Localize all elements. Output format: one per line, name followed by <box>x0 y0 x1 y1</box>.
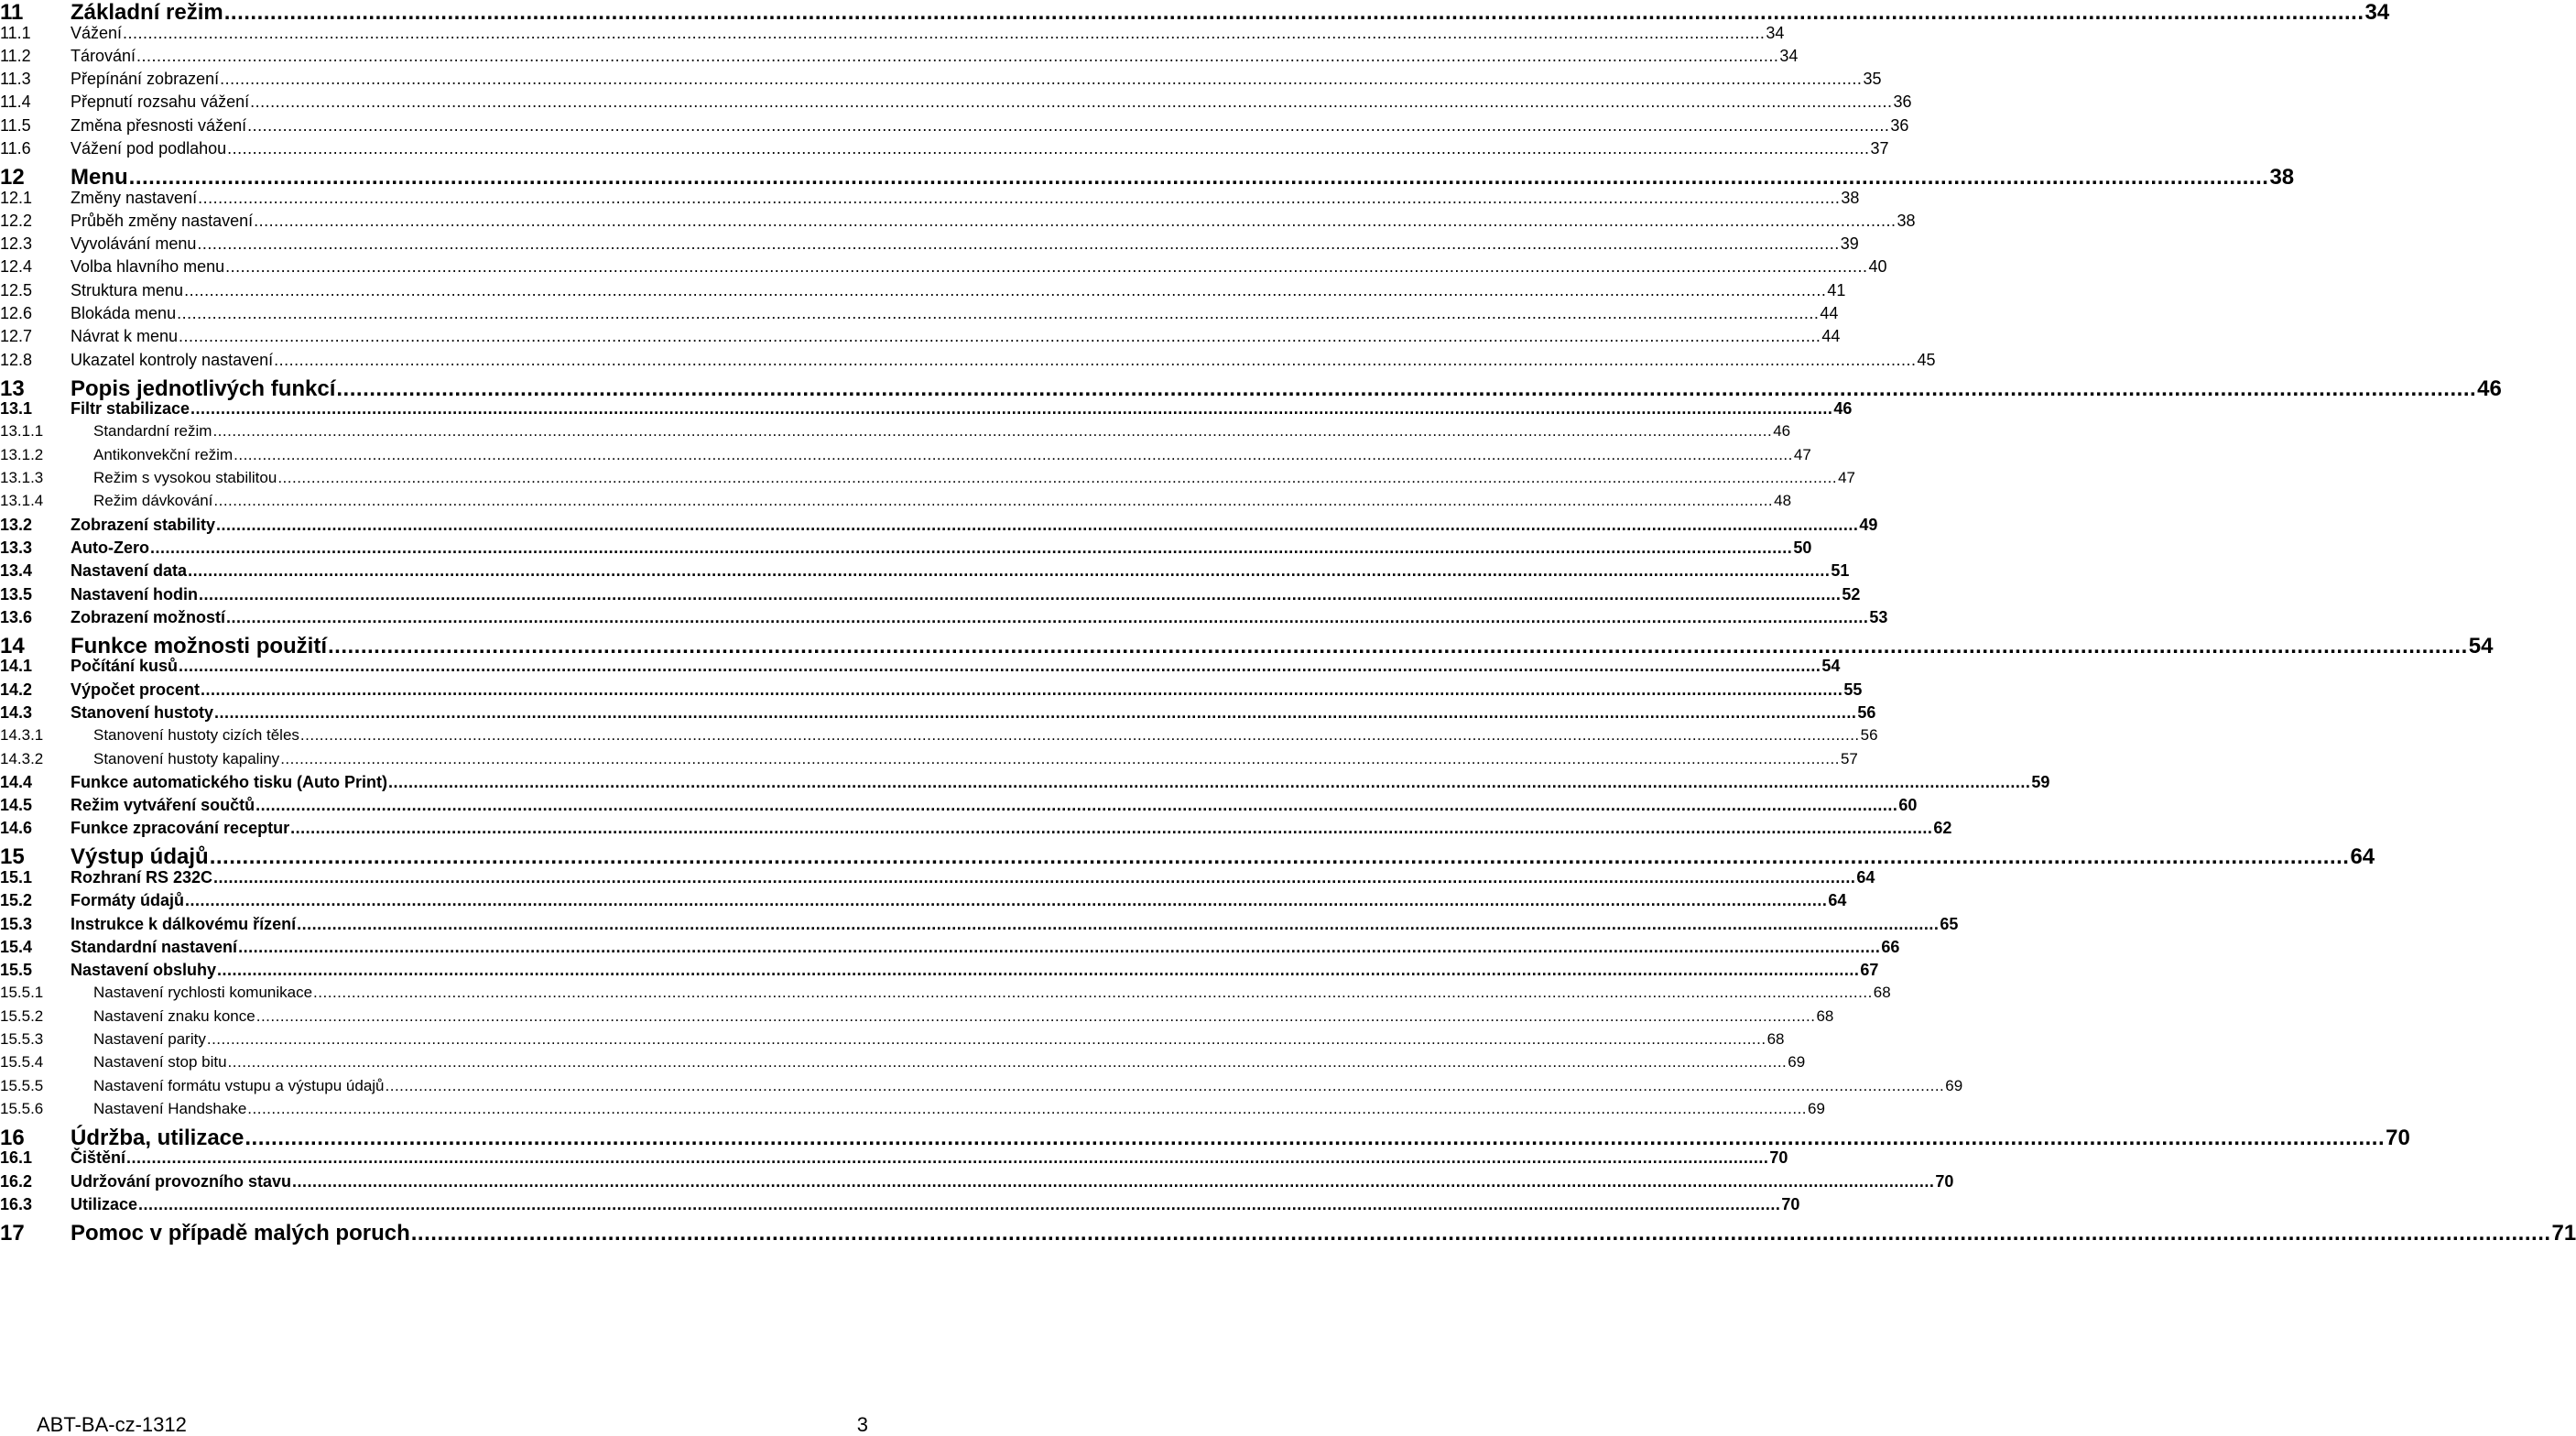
toc-entry-page: 47 <box>1838 469 1855 486</box>
toc-entry-number: 12.3 <box>0 234 33 254</box>
toc-entry[interactable] <box>0 749 1858 767</box>
toc-dot-leader <box>150 539 1792 556</box>
toc-entry-number: 14.5 <box>0 796 33 815</box>
toc-entry-number: 16.1 <box>0 1148 33 1168</box>
toc-dot-leader <box>238 939 1880 955</box>
toc-dot-leader <box>277 470 1837 485</box>
toc-entry-title: Nastavení znaku konce <box>93 1006 255 1025</box>
toc-entry-number: 13.1.1 <box>0 422 44 441</box>
toc-entry-page: 44 <box>1820 304 1839 322</box>
toc-entry-page: 34 <box>1779 46 1799 65</box>
toc-entry-page: 56 <box>1857 702 1876 722</box>
toc-entry-page: 69 <box>1788 1053 1806 1072</box>
toc-entry[interactable] <box>0 0 2390 25</box>
toc-entry-title: Vyvolávání menu <box>71 234 197 254</box>
toc-dot-leader <box>217 962 1859 978</box>
toc-dot-leader <box>220 71 1862 87</box>
toc-entry-number: 14.2 <box>0 680 33 699</box>
toc-entry-page: 34 <box>1766 23 1785 42</box>
toc-entry[interactable] <box>0 867 1875 887</box>
toc-entry-page: 57 <box>1840 749 1858 767</box>
toc-entry[interactable] <box>0 657 1841 676</box>
toc-entry-title: Výstup údajů <box>71 844 209 870</box>
toc-entry-number: 13.2 <box>0 515 33 534</box>
toc-entry-number: 11.1 <box>0 23 31 42</box>
toc-entry-number: 14.3.1 <box>0 726 44 745</box>
toc-entry-title: Nastavení hodin <box>71 584 199 604</box>
toc-entry[interactable] <box>0 819 1952 838</box>
toc-dot-leader <box>234 447 1793 462</box>
toc-entry[interactable] <box>0 961 1879 980</box>
toc-entry-title: Nastavení parity <box>93 1030 206 1048</box>
toc-entry[interactable] <box>0 1195 1800 1213</box>
toc-entry-title: Základní režim <box>71 0 223 25</box>
toc-entry-title: Počítání kusů <box>71 657 179 676</box>
footer-document-id: ABT-BA-cz-1312 <box>37 1413 187 1436</box>
toc-entry[interactable] <box>0 469 1855 486</box>
toc-entry-page: 35 <box>1863 70 1882 89</box>
toc-entry-number: 11.3 <box>0 70 31 89</box>
toc-entry-number: 15 <box>0 844 25 870</box>
toc-dot-leader <box>188 562 1830 579</box>
toc-entry-page: 41 <box>1827 280 1846 299</box>
toc-entry-title: Průběh změny nastavení <box>71 211 254 230</box>
toc-dot-leader <box>290 820 1932 836</box>
toc-dot-leader <box>207 1031 1766 1047</box>
toc-entry[interactable] <box>0 680 1863 699</box>
toc-dot-leader <box>212 423 1772 439</box>
toc-entry[interactable] <box>0 304 1839 322</box>
toc-entry-title: Změna přesnosti vážení <box>71 115 247 135</box>
toc-entry-title: Stanovení hustoty cizích těles <box>93 726 299 745</box>
toc-entry[interactable] <box>0 772 2050 791</box>
toc-entry-title: Návrat k menu <box>71 327 179 346</box>
toc-entry-number: 11 <box>0 0 24 25</box>
toc-entry-number: 13.4 <box>0 561 33 581</box>
toc-entry-title: Režim s vysokou stabilitou <box>93 469 277 486</box>
toc-entry[interactable] <box>0 92 1912 112</box>
toc-entry-page: 46 <box>2477 375 2502 401</box>
toc-entry-number: 15.2 <box>0 891 33 910</box>
toc-entry-title: Zobrazení možností <box>71 607 226 626</box>
toc-entry-page: 48 <box>1774 492 1792 510</box>
toc-dot-leader <box>250 93 1892 110</box>
toc-entry[interactable] <box>0 399 1853 419</box>
toc-entry[interactable] <box>0 891 1847 910</box>
toc-entry-title: Nastavení rychlosti komunikace <box>93 984 313 1002</box>
toc-entry[interactable] <box>0 1006 1834 1025</box>
toc-entry-page: 39 <box>1840 234 1859 254</box>
toc-entry[interactable] <box>0 492 1792 510</box>
toc-entry-number: 12.4 <box>0 257 33 277</box>
toc-entry-page: 47 <box>1793 445 1811 463</box>
toc-entry-title: Rozhraní RS 232C <box>71 867 213 887</box>
toc-entry-page: 70 <box>1769 1148 1788 1168</box>
toc-entry[interactable] <box>0 139 1889 158</box>
toc-dot-leader <box>245 1127 2385 1149</box>
toc-entry-title: Změny nastavení <box>71 188 198 207</box>
toc-entry[interactable] <box>0 1099 1825 1117</box>
toc-entry-title: Standardní režim <box>93 422 212 441</box>
toc-dot-leader <box>123 25 1765 41</box>
toc-dot-leader <box>184 282 1826 299</box>
toc-entry-number: 14.4 <box>0 772 33 791</box>
toc-entry-title: Funkce automatického tisku (Auto Print) <box>71 772 388 791</box>
toc-dot-leader <box>255 797 1897 813</box>
toc-entry-page: 46 <box>1833 399 1853 419</box>
toc-entry-page: 66 <box>1881 937 1900 956</box>
toc-entry-title: Čištění <box>71 1148 126 1168</box>
toc-entry-number: 15.5.4 <box>0 1053 44 1072</box>
toc-entry-page: 69 <box>1808 1099 1825 1117</box>
toc-entry-title: Přepínání zobrazení <box>71 70 220 89</box>
toc-entry-page: 69 <box>1945 1076 1963 1094</box>
toc-entry[interactable] <box>0 726 1878 745</box>
toc-dot-leader <box>228 1054 1788 1070</box>
toc-entry-number: 16.2 <box>0 1171 33 1191</box>
toc-entry[interactable] <box>0 280 1846 299</box>
toc-entry-number: 13 <box>0 375 25 401</box>
toc-entry-title: Režim dávkování <box>93 492 213 510</box>
toc-entry-number: 16 <box>0 1125 25 1150</box>
toc-entry-title: Ukazatel kontroly nastavení <box>71 350 274 369</box>
toc-entry[interactable] <box>0 561 1850 581</box>
toc-entry-page: 70 <box>1935 1171 1954 1191</box>
toc-entry-title: Vážení pod podlahou <box>71 139 227 158</box>
toc-entry-page: 53 <box>1869 607 1888 626</box>
toc-entry-page: 45 <box>1917 350 1936 369</box>
toc-entry-page: 38 <box>1841 188 1860 207</box>
toc-entry-number: 14.3.2 <box>0 749 44 767</box>
toc-entry-number: 13.1.4 <box>0 492 44 510</box>
toc-dot-leader <box>190 400 1832 417</box>
toc-dot-leader <box>227 140 1869 157</box>
toc-entry-page: 68 <box>1816 1006 1834 1025</box>
toc-entry[interactable] <box>0 844 2375 870</box>
toc-entry[interactable] <box>0 375 2502 401</box>
toc-entry-page: 52 <box>1842 584 1861 604</box>
toc-dot-leader <box>185 892 1827 908</box>
toc-entry-number: 12.2 <box>0 211 33 230</box>
toc-dot-leader <box>274 352 1916 368</box>
toc-entry[interactable] <box>0 1148 1788 1168</box>
toc-dot-leader <box>197 235 1839 252</box>
toc-entry-number: 15.5 <box>0 961 33 980</box>
toc-entry-number: 11.4 <box>0 92 31 112</box>
toc-entry[interactable] <box>0 211 1916 230</box>
toc-entry-page: 64 <box>2350 844 2375 870</box>
toc-entry[interactable] <box>0 515 1878 534</box>
toc-entry-title: Struktura menu <box>71 280 184 299</box>
toc-entry-title: Menu <box>71 165 128 190</box>
toc-entry[interactable] <box>0 422 1791 441</box>
toc-entry-number: 14.1 <box>0 657 33 676</box>
toc-entry-page: 50 <box>1793 538 1812 557</box>
toc-entry[interactable] <box>0 327 1841 346</box>
toc-entry[interactable] <box>0 1053 1806 1072</box>
toc-entry-title: Nastavení Handshake <box>93 1099 247 1117</box>
toc-entry-number: 13.6 <box>0 607 33 626</box>
toc-entry-page: 54 <box>1821 657 1841 676</box>
toc-entry-number: 12 <box>0 165 25 190</box>
toc-dot-leader <box>300 727 1860 743</box>
toc-entry-page: 44 <box>1821 327 1841 346</box>
toc-dot-leader <box>213 869 1855 886</box>
toc-dot-leader <box>313 985 1873 1000</box>
toc-entry-title: Nastavení obsluhy <box>71 961 217 980</box>
toc-entry-page: 46 <box>1773 422 1791 441</box>
toc-dot-leader <box>411 1223 2551 1245</box>
toc-entry-title: Antikonvekční režim <box>93 445 234 463</box>
toc-entry[interactable] <box>0 350 1936 369</box>
toc-entry-title: Funkce zpracování receptur <box>71 819 290 838</box>
toc-entry-page: 38 <box>1897 211 1916 230</box>
toc-entry-title: Výpočet procent <box>71 680 201 699</box>
toc-entry-number: 14.3 <box>0 702 33 722</box>
toc-dot-leader <box>386 1078 1945 1093</box>
toc-entry[interactable] <box>0 984 1891 1002</box>
toc-entry[interactable] <box>0 914 1959 933</box>
toc-entry-number: 13.1.3 <box>0 469 44 486</box>
toc-dot-leader <box>179 328 1821 344</box>
toc-entry-title: Režim vytváření součtů <box>71 796 255 815</box>
toc-entry[interactable] <box>0 937 1900 956</box>
toc-entry-title: Stanovení hustoty kapaliny <box>93 749 280 767</box>
toc-entry[interactable] <box>0 584 1861 604</box>
toc-dot-leader <box>201 681 1842 698</box>
toc-dot-leader <box>388 774 2030 790</box>
toc-entry-page: 67 <box>1860 961 1879 980</box>
toc-entry[interactable] <box>0 234 1859 254</box>
toc-entry-number: 16.3 <box>0 1195 33 1213</box>
toc-entry-page: 40 <box>1868 257 1887 277</box>
toc-entry-title: Nastavení data <box>71 561 188 581</box>
toc-entry-number: 15.5.3 <box>0 1030 44 1048</box>
toc-entry-number: 14 <box>0 633 25 658</box>
toc-entry-title: Pomoc v případě malých poruch <box>71 1221 410 1246</box>
toc-entry-number: 13.1 <box>0 399 33 419</box>
toc-entry-number: 15.5.6 <box>0 1099 44 1117</box>
toc-entry-page: 56 <box>1860 726 1878 745</box>
toc-entry-number: 12.1 <box>0 188 33 207</box>
toc-entry-page: 36 <box>1893 92 1912 112</box>
toc-entry[interactable] <box>0 633 2494 658</box>
toc-entry-number: 13.3 <box>0 538 33 557</box>
toc-entry-title: Formáty údajů <box>71 891 185 910</box>
toc-entry-number: 12.7 <box>0 327 33 346</box>
toc-entry-title: Udržování provozního stavu <box>71 1171 292 1191</box>
toc-entry-number: 15.5.1 <box>0 984 44 1002</box>
toc-dot-leader <box>224 2 2364 24</box>
toc-entry-number: 12.8 <box>0 350 33 369</box>
toc-entry-page: 55 <box>1843 680 1863 699</box>
toc-entry-page: 65 <box>1940 914 1959 933</box>
toc-dot-leader <box>214 704 1856 721</box>
toc-entry-number: 15.3 <box>0 914 33 933</box>
toc-dot-leader <box>179 658 1821 674</box>
toc-dot-leader <box>225 258 1867 275</box>
toc-entry-title: Údržba, utilizace <box>71 1125 245 1150</box>
toc-dot-leader <box>328 636 2468 658</box>
toc-dot-leader <box>216 517 1858 533</box>
toc-entry-number: 11.2 <box>0 46 31 65</box>
toc-entry[interactable] <box>0 165 2295 190</box>
toc-dot-leader <box>210 846 2350 868</box>
toc-entry[interactable] <box>0 1171 1954 1191</box>
toc-entry-number: 15.4 <box>0 937 33 956</box>
toc-dot-leader <box>247 117 1889 134</box>
toc-entry[interactable] <box>0 115 1909 135</box>
toc-entry-title: Nastavení formátu vstupu a výstupu údajů <box>93 1076 385 1094</box>
toc-entry-page: 64 <box>1828 891 1847 910</box>
toc-entry[interactable] <box>0 1125 2410 1150</box>
footer-page-number: 3 <box>856 1413 868 1436</box>
toc-entry-page: 68 <box>1766 1030 1785 1048</box>
toc-entry-page: 70 <box>1781 1195 1800 1213</box>
toc-entry-number: 15.5.5 <box>0 1076 44 1094</box>
toc-entry-title: Blokáda menu <box>71 304 177 322</box>
toc-dot-leader <box>177 305 1819 321</box>
toc-entry-number: 12.6 <box>0 304 33 322</box>
toc-dot-leader <box>136 48 1778 64</box>
toc-entry-title: Stanovení hustoty <box>71 702 214 722</box>
toc-entry-number: 17 <box>0 1221 25 1246</box>
toc-entry[interactable] <box>0 445 1811 463</box>
toc-entry-page: 60 <box>1898 796 1918 815</box>
toc-entry-number: 13.1.2 <box>0 445 44 463</box>
toc-dot-leader <box>254 212 1896 229</box>
toc-entry-title: Utilizace <box>71 1195 138 1213</box>
toc-entry-page: 70 <box>2386 1125 2410 1150</box>
toc-dot-leader <box>138 1196 1780 1213</box>
toc-entry-title: Tárování <box>71 46 136 65</box>
toc-entry-page: 51 <box>1831 561 1850 581</box>
toc-dot-leader <box>199 586 1841 603</box>
toc-entry-page: 37 <box>1870 139 1889 158</box>
toc-dot-leader <box>292 1173 1934 1190</box>
toc-entry-title: Instrukce k dálkovému řízení <box>71 914 297 933</box>
toc-entry-title: Auto-Zero <box>71 538 149 557</box>
toc-entry[interactable] <box>0 70 1882 89</box>
toc-entry-number: 11.6 <box>0 139 31 158</box>
toc-dot-leader <box>226 609 1868 626</box>
toc-dot-leader <box>297 916 1939 932</box>
toc-dot-leader <box>198 190 1840 206</box>
toc-dot-leader <box>126 1149 1768 1166</box>
toc-entry[interactable] <box>0 607 1888 626</box>
toc-dot-leader <box>213 493 1773 508</box>
toc-entry-page: 38 <box>2269 165 2295 190</box>
toc-entry-title: Nastavení stop bitu <box>93 1053 227 1072</box>
toc-entry[interactable] <box>0 46 1799 65</box>
toc-dot-leader <box>247 1101 1807 1116</box>
toc-entry[interactable] <box>0 257 1887 277</box>
toc-entry[interactable] <box>0 702 1876 722</box>
toc-entry-page: 49 <box>1859 515 1878 534</box>
toc-dot-leader <box>256 1008 1816 1024</box>
toc-entry-title: Funkce možnosti použití <box>71 633 327 658</box>
toc-entry[interactable] <box>0 796 1918 815</box>
toc-entry-title: Přepnutí rozsahu vážení <box>71 92 250 112</box>
toc-entry-page: 64 <box>1856 867 1875 887</box>
toc-entry-title: Vážení <box>71 23 123 42</box>
toc-entry-page: 59 <box>2031 772 2050 791</box>
toc-dot-leader <box>336 378 2476 400</box>
toc-entry-number: 11.5 <box>0 115 31 135</box>
toc-entry-page: 62 <box>1933 819 1952 838</box>
toc-dot-leader <box>129 167 2269 189</box>
toc-entry-number: 14.6 <box>0 819 33 838</box>
toc-entry-number: 15.1 <box>0 867 33 887</box>
toc-entry[interactable] <box>0 23 1785 42</box>
toc-entry-title: Standardní nastavení <box>71 937 238 956</box>
toc-entry-page: 54 <box>2468 633 2494 658</box>
toc-entry[interactable] <box>0 538 1812 557</box>
toc-entry-page: 68 <box>1873 984 1891 1002</box>
toc-entry-page: 71 <box>2551 1221 2576 1246</box>
toc-entry-title: Volba hlavního menu <box>71 257 225 277</box>
toc-entry[interactable] <box>0 188 1860 207</box>
toc-entry-page: 34 <box>2364 0 2390 25</box>
toc-entry-number: 15.5.2 <box>0 1006 44 1025</box>
toc-entry[interactable] <box>0 1030 1785 1048</box>
toc-entry-title: Zobrazení stability <box>71 515 216 534</box>
toc-entry-title: Filtr stabilizace <box>71 399 190 419</box>
toc-entry[interactable] <box>0 1076 1963 1094</box>
toc-entry-number: 12.5 <box>0 280 33 299</box>
toc-entry-number: 13.5 <box>0 584 33 604</box>
toc-entry[interactable] <box>0 1221 2576 1246</box>
toc-entry-title: Popis jednotlivých funkcí <box>71 375 336 401</box>
toc-dot-leader <box>280 751 1840 767</box>
toc-entry-page: 36 <box>1890 115 1909 135</box>
